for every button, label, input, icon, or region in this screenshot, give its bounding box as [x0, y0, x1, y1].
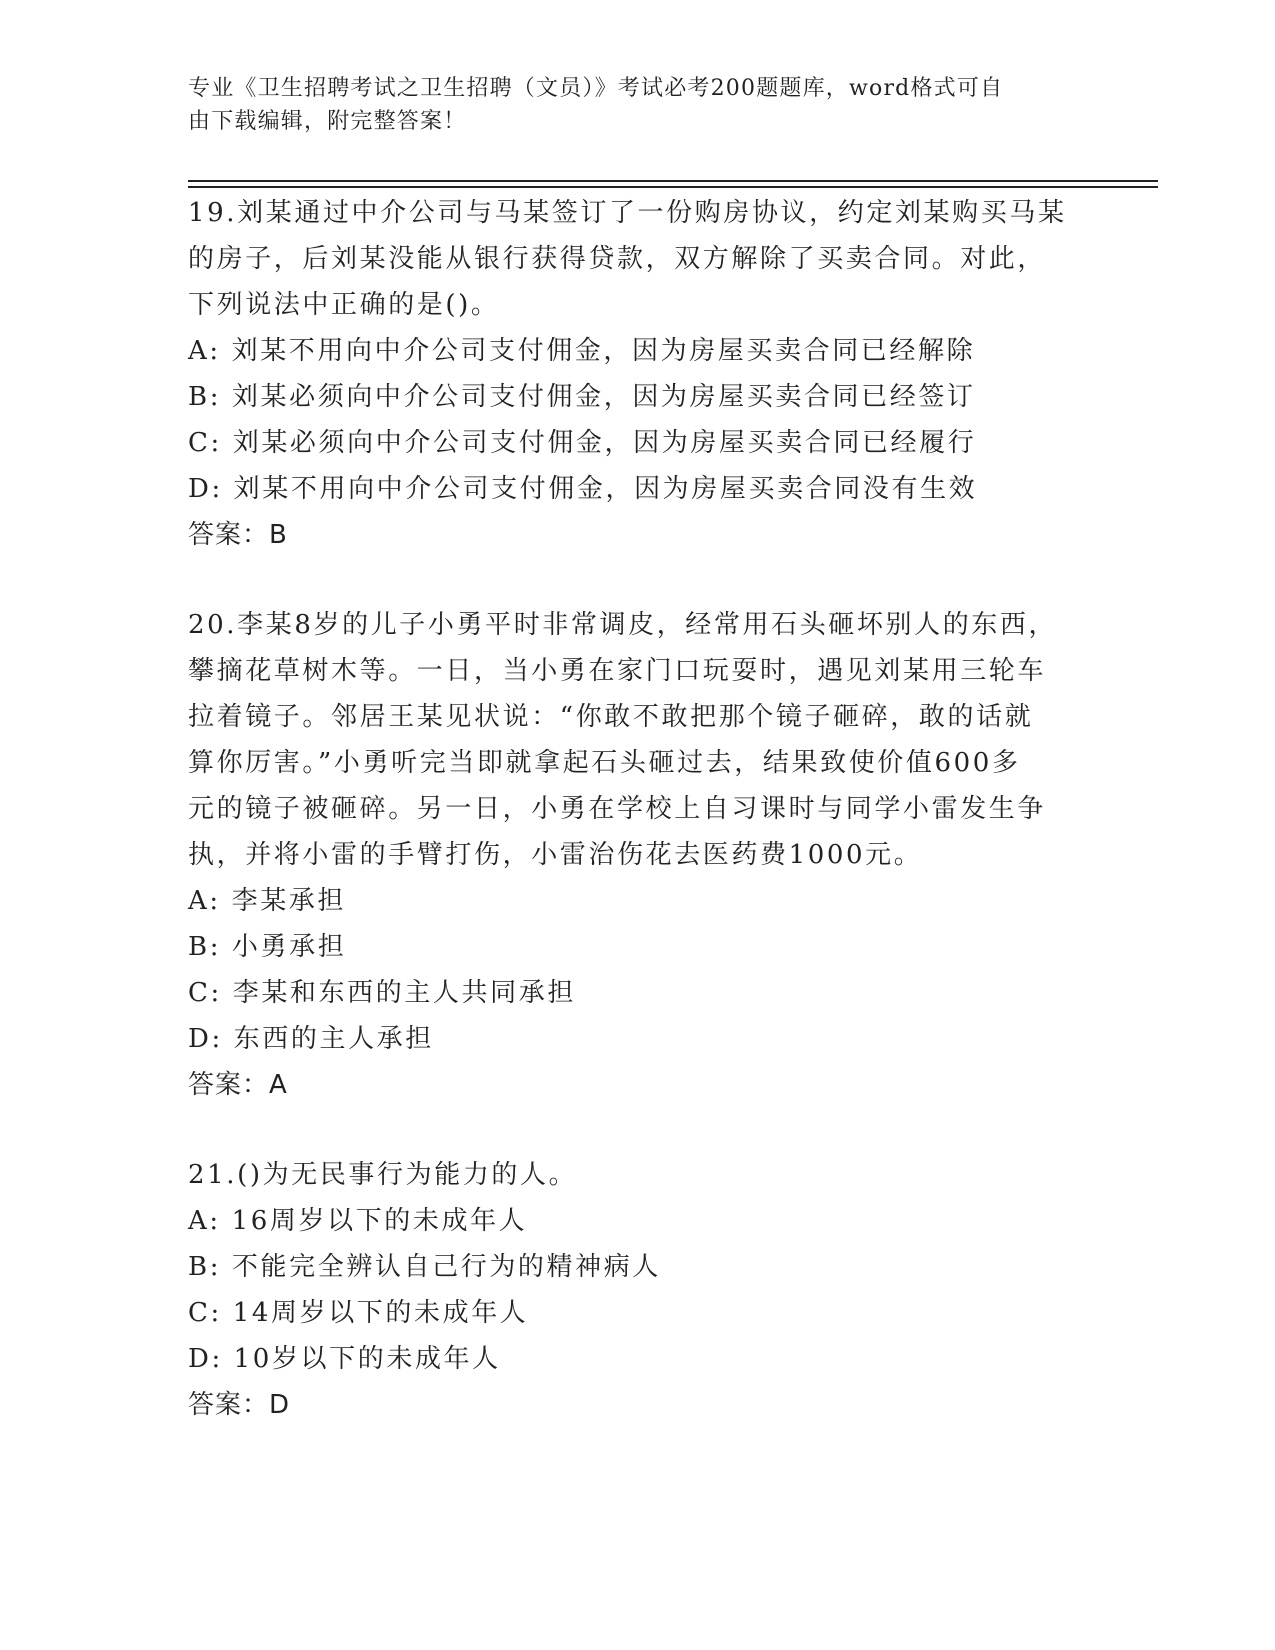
question-text-line: 执，并将小雷的手臂打伤，小雷治伤花去医药费1000元。: [188, 840, 923, 870]
header-line-1: 专业《卫生招聘考试之卫生招聘（文员）》考试必考200题题库，word格式可自: [188, 76, 1004, 101]
question-text-line: 攀摘花草树木等。一日，当小勇在家门口玩耍时，遇见刘某用三轮车: [188, 656, 1047, 686]
option-d: D: 东西的主人承担: [188, 1024, 434, 1054]
question-20: [188, 602, 1088, 1108]
header-line-2: 由下载编辑，附完整答案！: [188, 109, 467, 134]
option-a: A: 刘某不用向中介公司支付佣金，因为房屋买卖合同已经解除: [188, 336, 976, 366]
question-text-line: 21.()为无民事行为能力的人。: [188, 1160, 578, 1190]
header-divider-top: [188, 180, 1158, 182]
answer-label: 答案：B: [188, 520, 288, 550]
answer-label: 答案：A: [188, 1070, 288, 1100]
question-spacer: [188, 1108, 1088, 1152]
question-text-line: 20.李某8岁的儿子小勇平时非常调皮，经常用石头砸坏别人的东西，: [188, 610, 1058, 640]
question-text-line: 19.刘某通过中介公司与马某签订了一份购房协议，约定刘某购买马某: [188, 198, 1067, 228]
question-list: [188, 190, 1088, 1428]
option-a: A: 16周岁以下的未成年人: [188, 1206, 528, 1236]
option-c: C: 李某和东西的主人共同承担: [188, 978, 576, 1008]
option-d: D: 刘某不用向中介公司支付佣金，因为房屋买卖合同没有生效: [188, 474, 978, 504]
document-header: [188, 72, 1068, 138]
option-b: B: 小勇承担: [188, 932, 347, 962]
question-text-line: 元的镜子被砸碎。另一日，小勇在学校上自习课时与同学小雷发生争: [188, 794, 1047, 824]
question-text-line: 算你厉害。”小勇听完当即就拿起石头砸过去，结果致使价值600多: [188, 748, 1021, 778]
question-text-line: 下列说法中正确的是()。: [188, 290, 500, 320]
option-c: C: 刘某必须向中介公司支付佣金，因为房屋买卖合同已经履行: [188, 428, 977, 458]
option-d: D: 10岁以下的未成年人: [188, 1344, 501, 1374]
question-21: [188, 1152, 1088, 1428]
option-b: B: 刘某必须向中介公司支付佣金，因为房屋买卖合同已经签订: [188, 382, 976, 412]
option-c: C: 14周岁以下的未成年人: [188, 1298, 529, 1328]
question-text-line: 拉着镜子。邻居王某见状说：“你敢不敢把那个镜子砸碎，敢的话就: [188, 702, 1034, 732]
option-b: B: 不能完全辨认自己行为的精神病人: [188, 1252, 661, 1282]
answer-label: 答案：D: [188, 1390, 291, 1420]
question-text-line: 的房子，后刘某没能从银行获得贷款，双方解除了买卖合同。对此，: [188, 244, 1047, 274]
option-a: A: 李某承担: [188, 886, 347, 916]
question-spacer: [188, 558, 1088, 602]
header-divider-bottom: [188, 186, 1158, 188]
question-19: [188, 190, 1088, 558]
